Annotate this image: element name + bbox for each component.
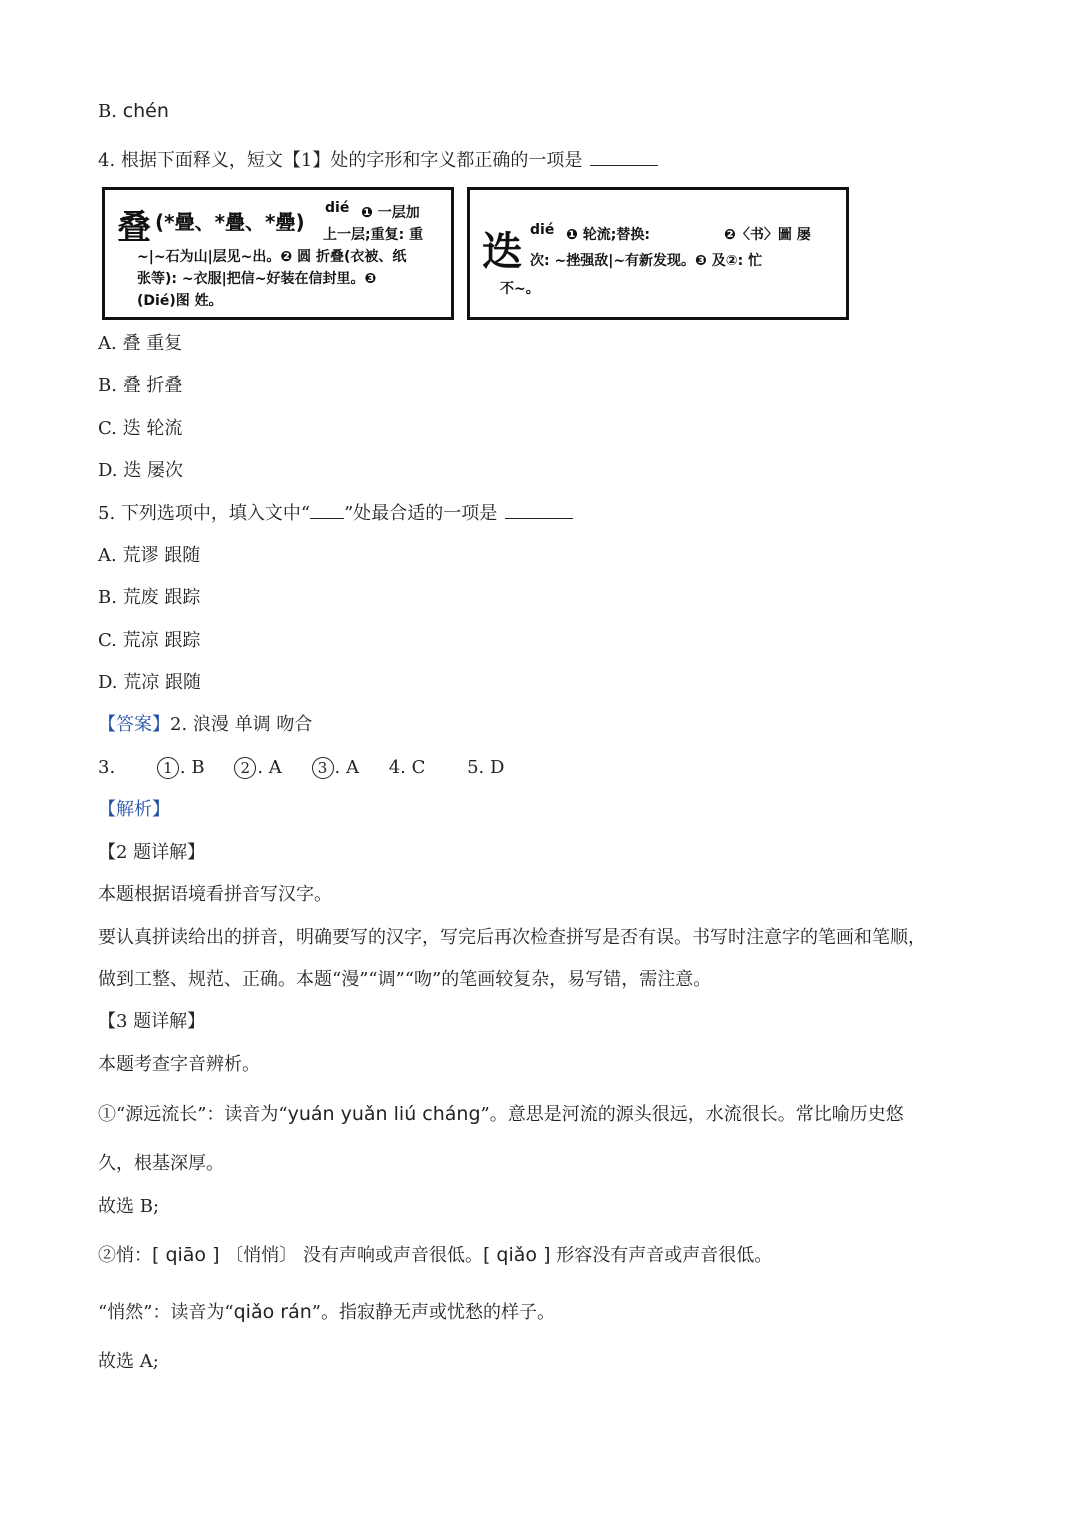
- dict-headword: 叠: [117, 208, 151, 248]
- answer-line-2: 3. 1 . B 2 . A 3 . A 4. C 5. D: [98, 757, 505, 778]
- q3-item-1: ①“源远流长”：读音为“yuán yuǎn liú cháng”。意思是河流的源头很远，水流很长。常比喻历史悠: [98, 1103, 904, 1125]
- dict-sense-1: ❶ 一层加: [361, 205, 420, 221]
- q4-option-c: C. 迭 轮流: [98, 418, 183, 439]
- dict-line-5: (Dié)图 姓。: [137, 293, 223, 309]
- q5-option-a: A. 荒谬 跟随: [98, 545, 201, 566]
- q2-detail-p2a: 要认真拼读给出的拼音，明确要写的汉字，写完后再次检查拼写是否有误。书写时注意字的笔画和笔顺，: [98, 927, 926, 948]
- q3-item-1-cont: 久，根基深厚。: [98, 1153, 224, 1174]
- dictionary-entry-die-stack: [102, 187, 454, 320]
- dict-headword: 迭: [482, 228, 522, 275]
- answer-line: 【答案】2. 浪漫 单调 吻合: [98, 714, 313, 735]
- pinyin-qiao-1: [ qiāo ]: [152, 1244, 220, 1266]
- q2-detail-title: 【2 题详解】: [98, 842, 206, 863]
- pinyin-qiao-3: [ qiǎo ]: [482, 1244, 551, 1266]
- pinyin-chen: chén: [122, 100, 169, 122]
- analysis-tag: 【解析】: [98, 799, 170, 820]
- question-4-stem: 4. 根据下面释义，短文【1】处的字形和字义都正确的一项是: [98, 147, 658, 174]
- dict-line-4: 张等): ~衣服|把信~好装在信封里。❸: [137, 271, 377, 287]
- pinyin-yuanyuanliuchang: yuán yuǎn liú cháng: [287, 1103, 481, 1125]
- q4-option-b: B. 叠 折叠: [98, 375, 183, 396]
- dict-pinyin: dié: [530, 222, 555, 238]
- dict-sense-1: ❶ 轮流;替换:: [566, 227, 650, 243]
- dict-line-3: ~|~石为山|层见~出。❷ 圆 折叠(衣被、纸: [137, 249, 407, 265]
- dict-line-2: 上一层;重复: 重: [323, 227, 424, 243]
- dict-sense-2: ❷〈书〉圖 屡: [724, 227, 811, 243]
- q3-detail-title: 【3 题详解】: [98, 1011, 206, 1032]
- q3-item-3: “悄然”：读音为“qiǎo rán”。指寂静无声或忧愁的样子。: [98, 1301, 555, 1323]
- dict-pinyin: dié: [325, 200, 350, 216]
- answer-tag: 【答案】: [98, 714, 170, 735]
- q4-option-a: A. 叠 重复: [98, 333, 183, 354]
- dict-line-2: 次: ~挫强敌|~有新发现。❸ 及②: 忙: [530, 253, 763, 269]
- question-5-stem: 5. 下列选项中，填入文中“ ”处最合适的一项是: [98, 500, 573, 527]
- answer-blank: [505, 500, 573, 519]
- q5-option-c: C. 荒凉 跟踪: [98, 630, 201, 651]
- circled-number-2: 2: [234, 757, 256, 779]
- q3-choose-a: 故选 A;: [98, 1351, 159, 1372]
- q3-item-2: ②悄：[ qiāo ] 〔悄悄〕 没有声响或声音很低。[ qiǎo ] 形容没有声音或声音很低。: [98, 1244, 773, 1266]
- q3-detail-p1: 本题考查字音辨析。: [98, 1054, 260, 1075]
- dictionary-entry-die-alternate: [467, 187, 849, 320]
- dict-variants: (*曡、*疊、*疉): [155, 210, 305, 234]
- pinyin-qiaoran: qiǎo rán: [233, 1301, 312, 1323]
- circled-number-1: 1: [157, 757, 179, 779]
- q5-option-d: D. 荒凉 跟随: [98, 672, 201, 693]
- inline-blank: [310, 502, 344, 519]
- circled-number-3: 3: [312, 757, 334, 779]
- q3-choose-b: 故选 B;: [98, 1196, 160, 1217]
- option-b-chen: B. chén: [98, 100, 169, 122]
- q4-option-d: D. 迭 屡次: [98, 460, 183, 481]
- dict-line-3: 不~。: [500, 281, 540, 297]
- q2-detail-p2b: 做到工整、规范、正确。本题“漫”“调”“吻”的笔画较复杂，易写错，需注意。: [98, 969, 712, 990]
- q2-detail-p1: 本题根据语境看拼音写汉字。: [98, 884, 332, 905]
- q5-option-b: B. 荒废 跟踪: [98, 587, 201, 608]
- answer-blank: [590, 147, 658, 166]
